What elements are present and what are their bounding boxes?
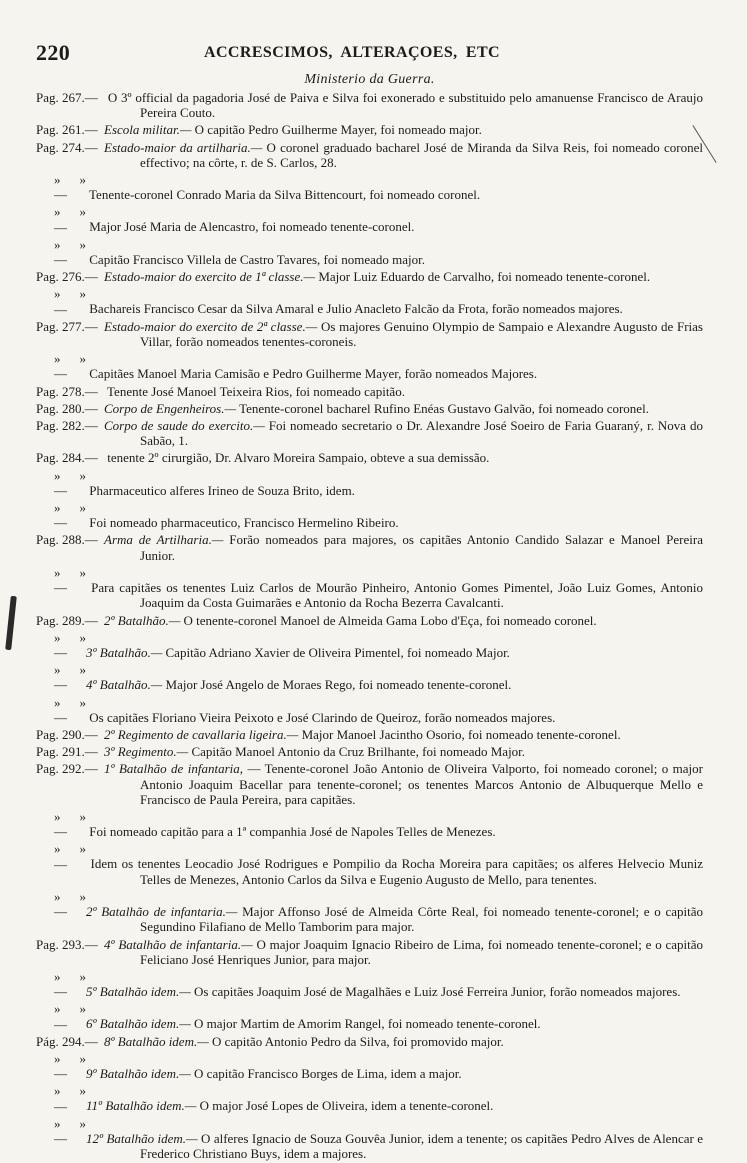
running-title: ACCRESCIMOS, ALTERAÇOES, ETC [204,44,501,61]
entry-heading: Estado-maior da artilharia.— [104,139,263,155]
entry-text: Os majores Genuino Olympio de Sampaio e Alexandre Augusto de Frias Villar, forão nomeados tenentes-coroneis. [140,318,703,350]
entry-text: O major Martim de Amorim Rangel, foi nomeado tenente-coronel. [194,1016,541,1032]
entry-text: O capitão Antonio Pedro da Silva, foi promovido major. [212,1033,504,1049]
entry-heading: Escola militar.— [104,122,192,138]
entry [36,286,703,318]
entry-page-ref: » » — [54,467,86,498]
entry-heading: 9º Batalhão idem.— [86,1066,191,1082]
entry [36,1034,703,1051]
entry-page-ref: » » — [54,1050,86,1082]
entry [36,841,703,889]
entry-page-ref: » » — [54,351,86,382]
entry-text: Tenente-coronel bacharel Rufino Enéas Gustavo Galvão, foi nomeado coronel. [239,400,649,416]
entry [36,237,703,269]
entry [36,695,703,727]
entry-heading: 2º Batalhão.— [104,612,181,628]
entry-page-ref: » » — [54,629,86,660]
entry [36,727,703,744]
entry-text: Foi nomeado secretario o Dr. Alexandre José Soeiro de Faria Guaraný, r. Nova do Sabão, 1. [140,418,704,449]
entry-page-ref: » » — [54,1001,86,1032]
entry [36,744,703,761]
entry-page-ref: Pag. 277.— [36,318,98,334]
entry [36,500,703,532]
entry-heading: Estado-maior do exercito de 2ª classe.— [104,318,318,334]
entry-page-ref: » » — [54,1115,86,1146]
entry [36,90,703,122]
entry-text: — Tenente-coronel João Antonio de Oliveira Valporto, foi nomeado coronel; o major Antonio Joaquim Bacellar para tenente-coronel; os tenentes Marcos Antonio de Albuquerque Mello e Francisco de Paula Pereira, para capitães. [140,761,703,807]
entry [36,630,703,662]
entry-text: Tenente-coronel Conrado Maria da Silva Bittencourt, foi nomeado coronel. [89,187,481,203]
entry [36,140,703,172]
entry-text: Foi nomeado capitão para a 1ª companhia José de Napoles Telles de Menezes. [89,824,496,840]
entry-text: O major Joaquim Ignacio Ribeiro de Lima, foi nomeado tenente-coronel; e o capitão Feliciano José Henriques Junior, para major. [140,936,704,967]
entry-heading: 12º Batalhão idem.— [86,1131,198,1146]
entry-heading: 4º Batalhão de infantaria.— [104,936,253,952]
entry-heading: Estado-maior do exercito de 1ª classe.— [104,269,316,285]
entry-page-ref: » » — [54,968,86,1000]
entry-text: Capitães Manoel Maria Camisão e Pedro Guilherme Mayer, forão nomeados Majores. [89,366,538,382]
entry-page-ref: » » — [54,662,86,693]
entry-page-ref: Pag. 289.— [36,612,98,628]
entry [36,889,703,937]
entry [36,204,703,236]
entry [36,532,703,564]
entry [36,450,703,467]
entry-page-ref: Pag. 291.— [36,744,98,760]
entry-page-ref: Pag. 267.— [36,90,98,105]
entry-heading: 8º Batalhão idem.— [104,1033,209,1049]
entry-page-ref: Pag. 292.— [36,761,98,777]
entry-page-ref: » » — [54,841,86,872]
entry-text: Major José Maria de Alencastro, foi nomeado tenente-coronel. [89,219,415,235]
entry-page-ref: Pag. 293.— [36,936,98,952]
entry [36,384,703,401]
entry-text: Tenente José Manoel Teixeira Rios, foi nomeado capitão. [107,383,405,399]
entry [36,351,703,383]
entry-text: Major Luiz Eduardo de Carvalho, foi nomeado tenente-coronel. [318,269,651,285]
entry-text: O capitão Francisco Borges de Lima, idem a major. [194,1066,462,1082]
entry-text: Bachareis Francisco Cesar da Silva Amaral e Julio Anacleto Falcão da Frota, forão nomeados majores. [89,301,623,317]
entry-text: Major Affonso José de Almeida Côrte Real, foi nomeado tenente-coronel; e o capitão Segundino Filafiano de Mello Tamborim para major. [140,904,704,935]
entry [36,761,703,809]
entry [36,969,703,1001]
entry-heading: 3º Batalhão.— [86,644,163,660]
entry-text: O capitão Pedro Guilherme Mayer, foi nomeado major. [194,122,482,138]
entry [36,122,703,139]
entry [36,401,703,418]
entry-page-ref: » » — [54,1083,86,1114]
entry [36,269,703,286]
entry [36,172,703,204]
entry-text: Capitão Francisco Villela de Castro Tavares, foi nomeado major. [89,252,425,268]
entry-text: tenente 2º cirurgião, Dr. Alvaro Moreira Sampaio, obteve a sua demissão. [107,450,490,466]
entry-text: Forão nomeados para majores, os capitães Antonio Candido Salazar e Manoel Pereira Junior. [140,532,703,563]
entry-page-ref: » » — [54,236,86,268]
entry [36,613,703,630]
entry-text: Major Manoel Jacintho Osorio, foi nomeado tenente-coronel. [301,726,621,742]
entry-text: Major José Angelo de Moraes Rego, foi nomeado tenente-coronel. [165,677,512,693]
entry-text: Foi nomeado pharmaceutico, Francisco Hermelino Ribeiro. [89,515,399,531]
entry [36,418,703,450]
entry [36,319,703,351]
entry-page-ref: Pág. 294.— [36,1033,98,1049]
entry-heading: 2º Batalhão de infantaria.— [86,904,238,920]
entry-heading: Corpo de Engenheiros.— [104,400,237,416]
entry-heading: 11º Batalhão idem.— [86,1098,197,1114]
entry-text: Idem os tenentes Leocadio José Rodrigues e Pompilio da Rocha Moreira para capitães; os alferes Helvecio Muniz Telles de Menezes, Antonio Carlos da Silva e Eugenio Augusto de Mello, para tenentes. [90,856,703,887]
entry-page-ref: Pag. 290.— [36,726,98,742]
entry-page-ref: Pag. 276.— [36,269,98,285]
entry [36,468,703,500]
entry-page-ref: Pag. 282.— [36,418,98,434]
entry-page-ref: Pag. 261.— [36,122,98,138]
entry-page-ref: » » — [54,204,86,235]
entry-text: Para capitães os tenentes Luiz Carlos de Mourão Pinheiro, Antonio Gomes Pimentel, João Luiz Gomes, Antonio Joaquim da Costa Guimarães e Antonio da Rocha Bezerra Cavalcanti. [91,580,703,611]
entry-text: Capitão Manoel Antonio da Cruz Brilhante, foi nomeado Major. [191,744,526,760]
entry-text: O major José Lopes de Oliveira, idem a tenente-coronel. [199,1098,494,1114]
entry-text: O coronel graduado bacharel José de Miranda da Silva Reis, foi nomeado coronel effectivo; na côrte, r. de S. Carlos, 28. [140,139,704,170]
entry-text: Os capitães Joaquim José de Magalhães e Luiz José Ferreira Junior, forão nomeados majores. [194,984,681,1000]
entry-text: Pharmaceutico alferes Irineo de Souza Brito, idem. [89,482,355,498]
entries-list [36,90,703,1163]
entry-page-ref: » » — [54,564,86,596]
entry-page-ref: » » — [54,172,86,203]
entry-heading: 6º Batalhão idem.— [86,1016,191,1032]
entry-heading: Corpo de saude do exercito.— [104,418,265,434]
entry [36,1083,703,1115]
entry [36,565,703,613]
entry-text: O alferes Ignacio de Souza Gouvêa Junior, idem a tenente; os capitães Pedro Alves de Alencar e Frederico Christiano Buys, idem a majores. [140,1131,703,1162]
entry-heading: 2º Regimento de cavallaria ligeira.— [104,726,299,742]
entry-page-ref: Pag. 284.— [36,450,98,466]
entry-page-ref: Pag. 278.— [36,383,98,399]
entry-page-ref: Pag. 280.— [36,400,98,416]
page-header [36,40,703,68]
entry-heading: Arma de Artilharia.— [104,532,224,548]
entry-text: Os capitães Floriano Vieira Peixoto e José Clarindo de Queiroz, forão nomeados majores. [89,709,556,725]
entry [36,1051,703,1083]
entry-text: Capitão Adriano Xavier de Oliveira Pimentel, foi nomeado Major. [165,644,510,660]
entry-page-ref: Pag. 274.— [36,139,98,155]
entry-heading: 5º Batalhão idem.— [86,984,191,1000]
entry [36,937,703,969]
entry-heading: 3º Regimento.— [104,744,189,760]
entry-page-ref: Pag. 288.— [36,532,98,548]
section-heading: Ministerio da Guerra. [304,72,435,87]
entry-page-ref: » » — [54,694,86,725]
entry-page-ref: » » — [54,808,86,840]
entry [36,809,703,841]
entry [36,1116,703,1163]
entry [36,1001,703,1033]
page-number: 220 [36,40,71,65]
entry-page-ref: » » — [54,888,86,920]
entry-heading: 4º Batalhão.— [86,677,163,693]
entry-text: O 3º official da pagadoria José de Paiva e Silva foi exonerado e substituido pelo amanuense Francisco de Araujo Pereira Couto. [107,90,704,121]
entry-page-ref: » » — [54,500,86,531]
entry-heading: 1º Batalhão de infantaria, [104,761,243,777]
entry [36,662,703,694]
entry-text: O tenente-coronel Manoel de Almeida Gama Lobo d'Eça, foi nomeado coronel. [183,612,597,628]
entry-page-ref: » » — [54,286,86,317]
